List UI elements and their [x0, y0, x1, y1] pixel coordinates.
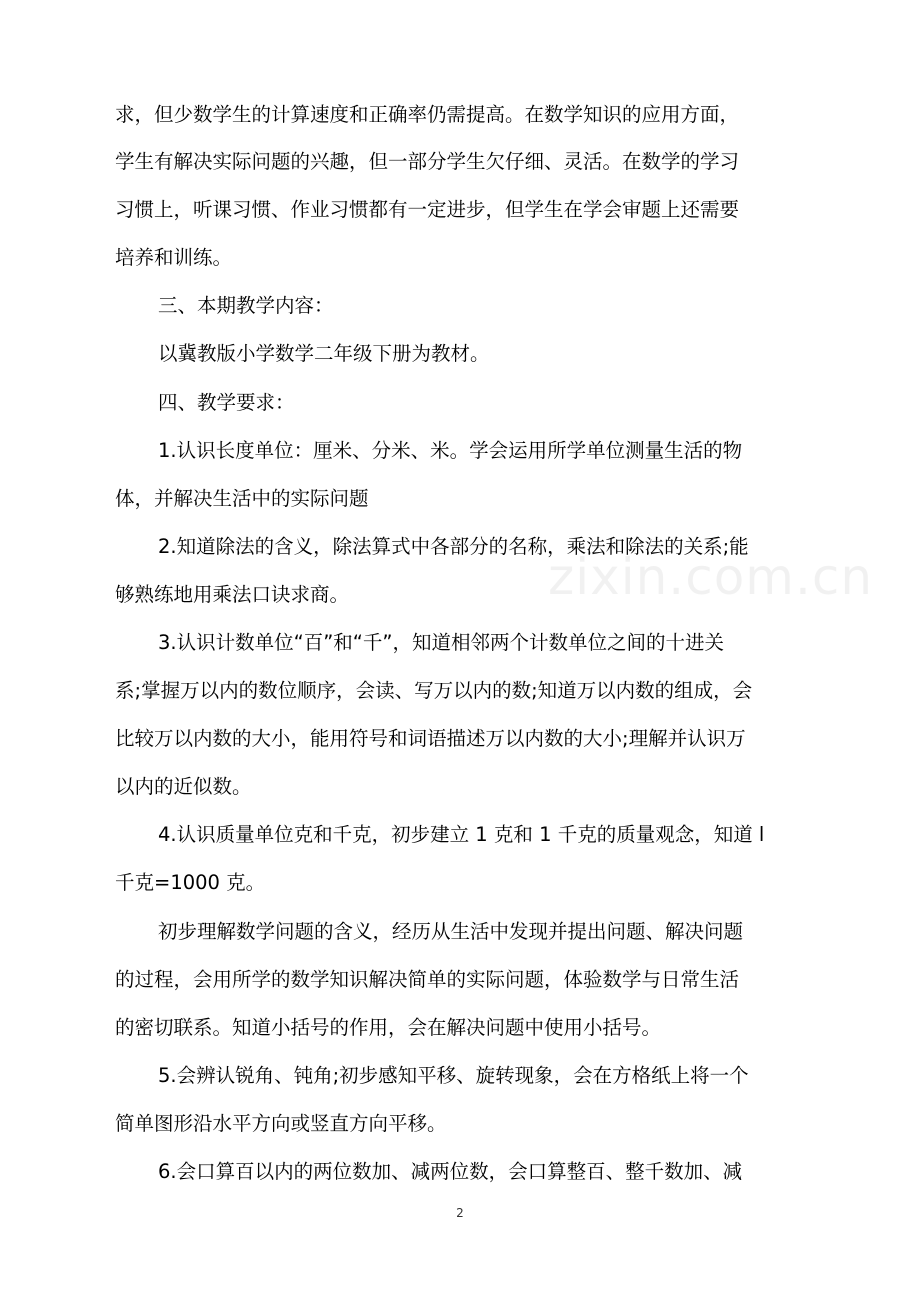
text-line: 的密切联系。知道小括号的作用，会在解决问题中使用小括号。: [115, 1016, 662, 1039]
text-line: 习惯上，听课习惯、作业习惯都有一定进步，但学生在学会审题上还需要: [115, 198, 740, 221]
list-item: 6.会口算百以内的两位数加、减两位数，会口算整百、整千数加、减: [158, 1160, 743, 1183]
section-heading: 三、本期教学内容：: [158, 294, 334, 317]
text-line: 的过程，会用所学的数学知识解决简单的实际问题，体验数学与日常生活: [115, 968, 740, 991]
list-item: 2.知道除法的含义，除法算式中各部分的名称，乘法和除法的关系;能: [158, 535, 749, 558]
text-line: 千克=1000 克。: [115, 871, 266, 894]
text-line: 体，并解决生活中的实际问题: [115, 487, 369, 510]
text-line: 以冀教版小学数学二年级下册为教材。: [158, 342, 490, 365]
text-line: 系;掌握万以内的数位顺序，会读、写万以内的数;知道万以内数的组成，会: [115, 679, 753, 702]
list-item: 1.认识长度单位：厘米、分米、米。学会运用所学单位测量生活的物: [158, 439, 743, 462]
page-number: 2: [456, 1206, 464, 1220]
watermark: zixin.com.cn: [548, 548, 874, 606]
text-line: 简单图形沿水平方向或竖直方向平移。: [115, 1112, 447, 1135]
list-item: 5.会辨认锐角、钝角;初步感知平移、旋转现象，会在方格纸上将一个: [158, 1064, 749, 1087]
list-item: 3.认识计数单位“百”和“千”，知道相邻两个计数单位之间的十进关: [158, 631, 725, 654]
text-line: 以内的近似数。: [115, 775, 252, 798]
text-line: 初步理解数学问题的含义，经历从生活中发现并提出问题、解决问题: [158, 920, 744, 943]
text-line: 培养和训练。: [115, 246, 233, 269]
text-line: 比较万以内数的大小，能用符号和词语描述万以内数的大小;理解并认识万: [115, 727, 746, 750]
text-line: 学生有解决实际问题的兴趣，但一部分学生欠仔细、灵活。在数学的学习: [115, 150, 740, 173]
text-line: 求，但少数学生的计算速度和正确率仍需提高。在数学知识的应用方面，: [115, 103, 740, 126]
list-item: 4.认识质量单位克和千克，初步建立 1 克和 1 千克的质量观念，知道 l: [158, 823, 765, 846]
section-heading: 四、教学要求：: [158, 391, 295, 414]
text-line: 够熟练地用乘法口诀求商。: [115, 583, 350, 606]
